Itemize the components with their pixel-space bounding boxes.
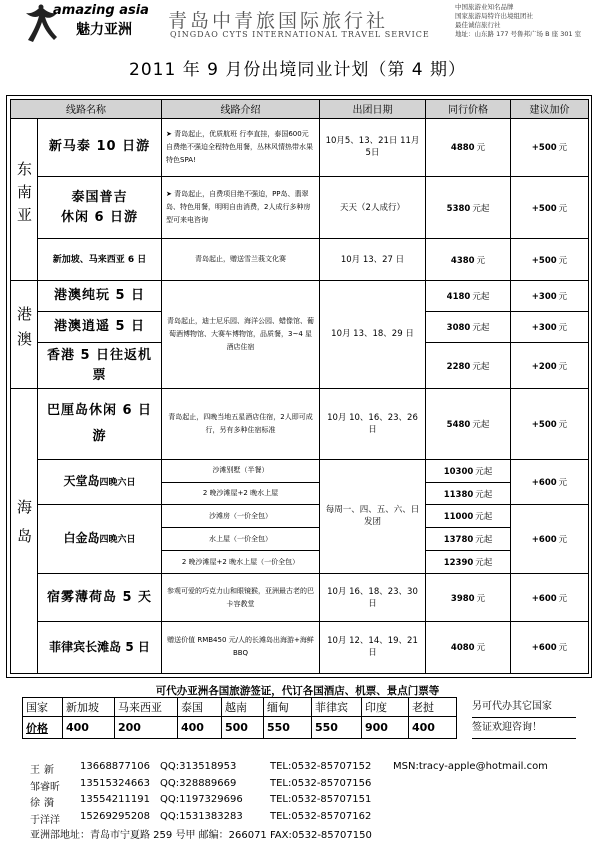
col-header-markup: 建议加价 xyxy=(511,100,589,119)
company-name-en: QINGDAO CYTS INTERNATIONAL TRAVEL SERVICE xyxy=(170,30,430,39)
logo-english: amazing asia xyxy=(53,3,149,18)
visa-cell: 400 xyxy=(409,717,457,739)
visa-cell: 500 xyxy=(222,717,264,739)
route-name: 白金岛四晚六日 xyxy=(38,505,162,574)
company-tag: 地址：山东路 177 号鲁邦广场 B 座 301 室 xyxy=(455,30,582,38)
route-intro: 青岛起止，迪士尼乐园、海洋公园、蜡像馆、葡萄酒博物馆、大赛车博物馆，品质餐，3~4 星酒店住宿 xyxy=(162,280,320,388)
contact-name: 徐漪 xyxy=(30,798,58,809)
route-dates: 10月 13、18、29 日 xyxy=(320,280,426,388)
route-intro: 赠送价值 RMB450 元/人的长滩岛出海游+海鲜 BBQ xyxy=(162,621,320,673)
visa-cell: 200 xyxy=(115,717,178,739)
route-price: 4180 元起 xyxy=(426,280,511,311)
visa-cell: 400 xyxy=(178,717,222,739)
routes-frame xyxy=(6,95,592,678)
region-southeast-asia: 东南亚 xyxy=(11,118,38,280)
visa-note-line: 签证欢迎咨询！ xyxy=(472,718,576,739)
route-intro: ➤ 青岛起止，优质航班 行李直挂，泰国600元自费绝不强迫全程特色用餐，丛林风情热带水果特色SPA! xyxy=(162,118,320,176)
logo-chinese: 魅力亚洲 xyxy=(76,22,132,38)
route-price: 11380 元起 xyxy=(426,482,511,505)
company-tag: 中国旅游业知名品牌 xyxy=(455,3,514,11)
route-name: 港澳纯玩 5 日 xyxy=(38,280,162,311)
contact-name: 邹睿昕 xyxy=(30,781,60,793)
table-header-row xyxy=(11,100,589,119)
route-intro: ➤ 青岛起止，自费项目绝不强迫，PP岛、翡翠岛、特色用餐，明明自由消费，2人成行多种房型可来电咨询 xyxy=(162,176,320,238)
route-price: 3980 元 xyxy=(426,574,511,622)
table-row xyxy=(11,239,589,281)
contact-mobile: 13515324663 xyxy=(80,777,150,789)
route-name: 菲律宾长滩岛 5 日 xyxy=(38,621,162,673)
route-price: 2280 元起 xyxy=(426,343,511,389)
table-row xyxy=(11,176,589,238)
table-row xyxy=(11,505,589,528)
route-intro: 青岛起止，四晚当地五星酒店住宿，2人即可成行，另有多种住宿标准 xyxy=(162,389,320,460)
visa-table xyxy=(22,697,457,739)
contact-row xyxy=(30,761,590,778)
contact-row xyxy=(30,778,590,795)
contact-qq: QQ:1531383283 xyxy=(160,810,243,822)
col-header-dates: 出团日期 xyxy=(320,100,426,119)
route-markup: +500 元 xyxy=(511,239,589,281)
route-name: 泰国普吉 休闲 6 日游 xyxy=(38,176,162,238)
route-dates: 10月5、13、21日 11月5日 xyxy=(320,118,426,176)
visa-title: 可代办亚洲各国旅游签证，代订各国酒店、机票、景点门票等 xyxy=(155,685,440,697)
contact-row xyxy=(30,811,590,828)
route-dates: 每周一、四、五、六、日 发团 xyxy=(320,459,426,573)
route-price: 4880 元 xyxy=(426,118,511,176)
header xyxy=(0,0,595,52)
route-intro: 参观可爱的巧克力山和眼镜猴，亚洲最古老的巴卡容教堂 xyxy=(162,574,320,622)
route-price: 4380 元 xyxy=(426,239,511,281)
route-markup: +500 元 xyxy=(511,176,589,238)
visa-note-line: 另可代办其它国家 xyxy=(472,697,576,718)
page-title: 2011 年 9 月份出境同业计划（第 4 期） xyxy=(129,60,466,80)
visa-price-row xyxy=(23,717,457,739)
route-price: 11000 元起 xyxy=(426,505,511,528)
route-price: 3080 元起 xyxy=(426,312,511,343)
route-markup: +200 元 xyxy=(511,343,589,389)
contact-row xyxy=(30,794,590,811)
visa-cell: 400 xyxy=(63,717,115,739)
contacts xyxy=(30,761,590,827)
route-price: 12390 元起 xyxy=(426,551,511,574)
office-address: 亚洲部地址：青岛市宁夏路 259 号甲 邮编：266071 FAX:0532-85707150 xyxy=(30,830,372,841)
route-markup: +300 元 xyxy=(511,280,589,311)
visa-cell: 550 xyxy=(312,717,362,739)
route-price: 4080 元 xyxy=(426,621,511,673)
route-name: 港澳逍遥 5 日 xyxy=(38,312,162,343)
route-price: 5380 元起 xyxy=(426,176,511,238)
col-header-price: 同行价格 xyxy=(426,100,511,119)
route-option: 沙滩房（一价全包） xyxy=(162,505,320,528)
route-option: 2 晚沙滩屋+2 晚水上屋（一价全包） xyxy=(162,551,320,574)
route-price: 13780 元起 xyxy=(426,528,511,551)
contact-msn: MSN:tracy-apple@hotmail.com xyxy=(393,761,548,772)
contact-tel: TEL:0532-85707152 xyxy=(270,761,372,772)
table-row xyxy=(11,280,589,311)
route-option: 沙滩别墅（半餐） xyxy=(162,459,320,482)
company-tags xyxy=(455,3,581,39)
contact-mobile: 15269295208 xyxy=(80,810,150,822)
region-hk-macau: 港澳 xyxy=(11,280,38,388)
visa-cell: 老挝 xyxy=(409,698,457,717)
visa-cell: 价格 xyxy=(23,717,63,739)
routes-table xyxy=(10,99,589,674)
company-name-cn: 青岛中青旅国际旅行社 xyxy=(168,10,389,32)
visa-cell: 菲律宾 xyxy=(312,698,362,717)
route-dates: 10月 13、27 日 xyxy=(320,239,426,281)
contact-mobile: 13668877106 xyxy=(80,761,150,772)
route-price: 10300 元起 xyxy=(426,459,511,482)
table-row xyxy=(11,574,589,622)
visa-cell: 550 xyxy=(264,717,312,739)
route-name: 天堂岛四晚六日 xyxy=(38,459,162,505)
route-name: 新加坡、马来西亚 6 日 xyxy=(38,239,162,281)
contact-mobile: 13554211191 xyxy=(80,794,150,805)
route-dates: 天天（2人成行） xyxy=(320,176,426,238)
route-markup: +600 元 xyxy=(511,574,589,622)
visa-cell: 泰国 xyxy=(178,698,222,717)
visa-cell: 缅甸 xyxy=(264,698,312,717)
table-row xyxy=(11,459,589,482)
route-name: 宿雾薄荷岛 5 天 xyxy=(38,574,162,622)
contact-qq: QQ:313518953 xyxy=(160,761,237,772)
col-header-intro: 线路介绍 xyxy=(162,100,320,119)
col-header-route: 线路名称 xyxy=(11,100,162,119)
company-tag: 最佳诚信旅行社 xyxy=(455,21,501,29)
route-option: 2 晚沙滩屋+2 晚水上屋 xyxy=(162,482,320,505)
route-price: 5480 元起 xyxy=(426,389,511,460)
contact-name: 于洋洋 xyxy=(30,814,60,826)
company-tag: 国家旅游局特许出境组团社 xyxy=(455,12,533,20)
route-markup: +500 元 xyxy=(511,118,589,176)
route-dates: 10月 12、14、19、21 日 xyxy=(320,621,426,673)
table-row xyxy=(11,621,589,673)
contact-tel: TEL:0532-85707151 xyxy=(270,794,372,805)
table-row xyxy=(11,118,589,176)
visa-cell: 900 xyxy=(362,717,409,739)
route-name: 巴厘岛休闲 6 日 游 xyxy=(38,389,162,460)
route-markup: +300 元 xyxy=(511,312,589,343)
route-markup: +500 元 xyxy=(511,389,589,460)
route-dates: 10月 10、16、23、26 日 xyxy=(320,389,426,460)
region-islands: 海岛 xyxy=(11,389,38,674)
visa-cell: 马来西亚 xyxy=(115,698,178,717)
route-markup: +600 元 xyxy=(511,459,589,505)
contact-name: 王新 xyxy=(30,765,58,776)
route-intro: 青岛起止，赠送雪兰莪文化赛 xyxy=(162,239,320,281)
route-dates: 10月 16、18、23、30 日 xyxy=(320,574,426,622)
visa-country-row xyxy=(23,698,457,717)
visa-cell: 印度 xyxy=(362,698,409,717)
route-markup: +600 元 xyxy=(511,621,589,673)
contact-tel: TEL:0532-85707156 xyxy=(270,777,372,789)
visa-cell: 国家 xyxy=(23,698,63,717)
visa-cell: 新加坡 xyxy=(63,698,115,717)
contact-tel: TEL:0532-85707162 xyxy=(270,810,372,822)
route-name: 新马泰 10 日游 xyxy=(38,118,162,176)
route-option: 水上屋（一价全包） xyxy=(162,528,320,551)
contact-qq: QQ:1197329696 xyxy=(160,794,243,805)
route-name: 香港 5 日往返机票 xyxy=(38,343,162,389)
route-markup: +600 元 xyxy=(511,505,589,574)
contact-qq: QQ:328889669 xyxy=(160,777,237,789)
visa-note xyxy=(472,697,576,739)
table-row xyxy=(11,389,589,460)
visa-cell: 越南 xyxy=(222,698,264,717)
